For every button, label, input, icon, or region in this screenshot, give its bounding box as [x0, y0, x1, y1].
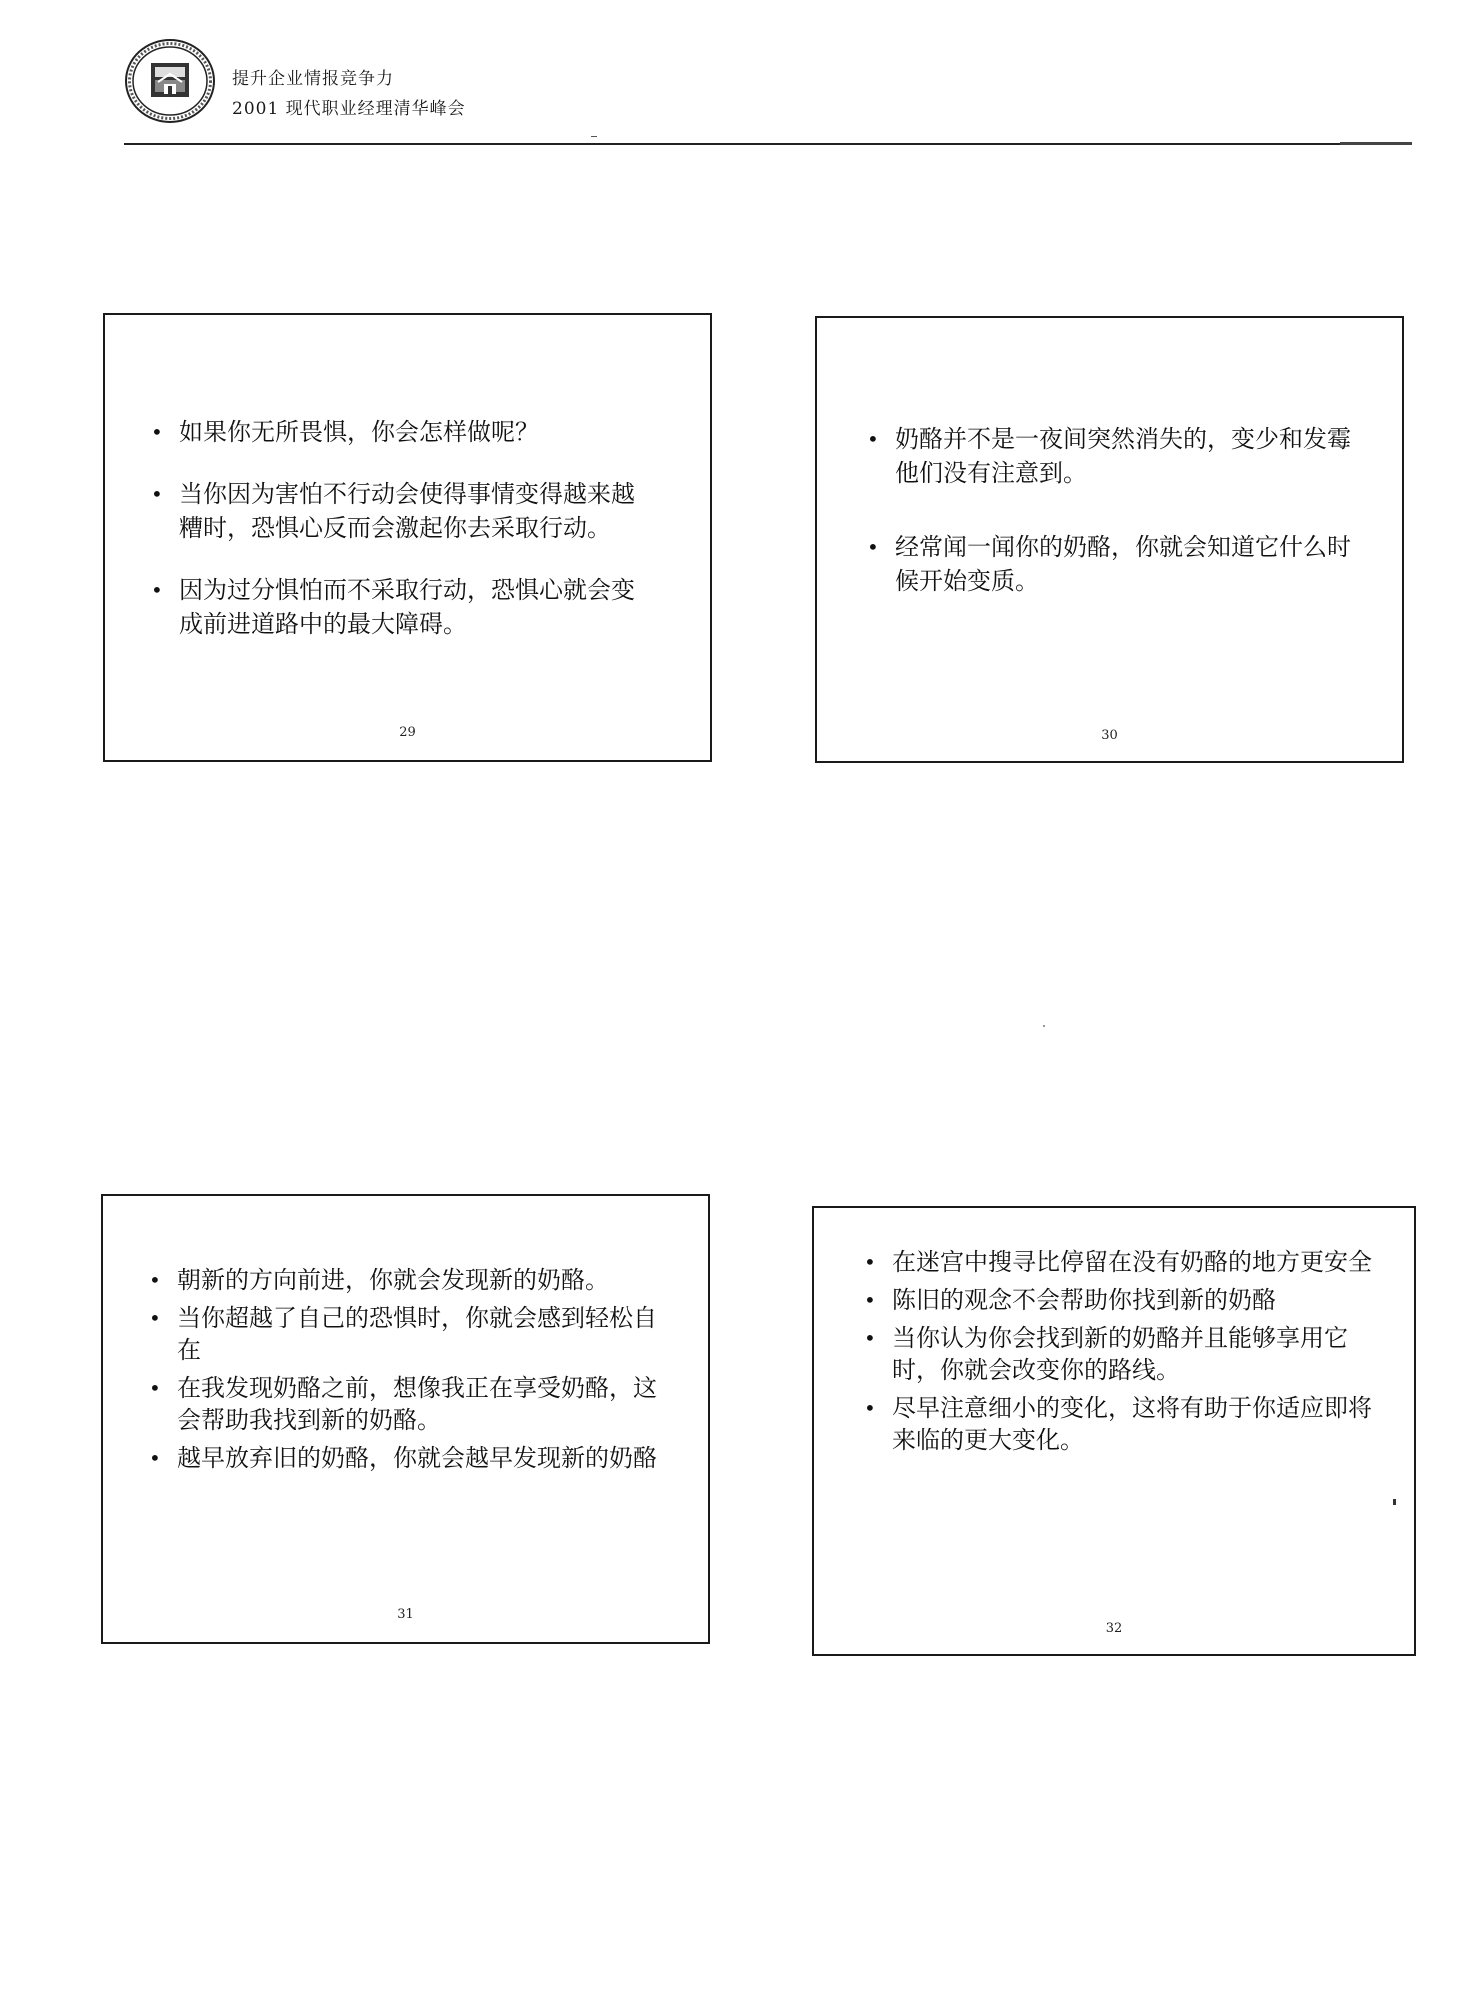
slide-number: 29 [399, 725, 416, 740]
header-divider-edge [1340, 142, 1412, 145]
bullet-item: • 经常闻一闻你的奶酪，你就会知道它什么时候开始变质。 [867, 530, 1363, 598]
slide-bullet-list [149, 1264, 679, 1480]
slide-29 [103, 313, 712, 762]
page-header [0, 0, 1469, 150]
bullet-item: • 如果你无所畏惧，你会怎样做呢？ [151, 415, 651, 449]
bullet-item: • 在我发现奶酪之前，想像我正在享受奶酪，这会帮助我找到新的奶酪。 [149, 1372, 679, 1436]
slide-bullet-list [867, 422, 1363, 638]
scan-artifact [1043, 1025, 1045, 1027]
bullet-item: • 当你认为你会找到新的奶酪并且能够享用它时，你就会改变你的路线。 [864, 1322, 1384, 1386]
slide-bullet-list [151, 415, 651, 669]
bullet-item: • 当你超越了自己的恐惧时，你就会感到轻松自在 [149, 1302, 679, 1366]
slide-30 [815, 316, 1404, 763]
bullet-item: • 在迷宫中搜寻比停留在没有奶酪的地方更安全 [864, 1246, 1384, 1278]
bullet-item: • 陈旧的观念不会帮助你找到新的奶酪 [864, 1284, 1384, 1316]
slide-number: 30 [1101, 728, 1118, 743]
university-seal-logo [124, 38, 216, 124]
bullet-item: • 当你因为害怕不行动会使得事情变得越来越糟时，恐惧心反而会激起你去采取行动。 [151, 477, 651, 545]
header-title: 提升企业情报竞争力 [232, 69, 394, 89]
slide-31 [101, 1194, 710, 1644]
slide-bullet-list [864, 1246, 1384, 1462]
bullet-item: • 奶酪并不是一夜间突然消失的，变少和发霉他们没有注意到。 [867, 422, 1363, 490]
header-subtitle: 2001 现代职业经理清华峰会 [232, 99, 466, 119]
slide-number: 32 [1105, 1621, 1123, 1636]
bullet-item: • 因为过分惧怕而不采取行动，恐惧心就会变成前进道路中的最大障碍。 [151, 573, 651, 641]
header-titles [232, 64, 466, 124]
slide-number: 31 [397, 1607, 414, 1622]
slide-32 [812, 1206, 1416, 1656]
scan-artifact [1393, 1499, 1396, 1505]
scan-artifact [591, 136, 597, 137]
bullet-item: • 尽早注意细小的变化，这将有助于你适应即将来临的更大变化。 [864, 1392, 1384, 1456]
header-divider [124, 143, 1412, 145]
bullet-item: • 越早放弃旧的奶酪，你就会越早发现新的奶酪 [149, 1442, 679, 1474]
bullet-item: • 朝新的方向前进，你就会发现新的奶酪。 [149, 1264, 679, 1296]
